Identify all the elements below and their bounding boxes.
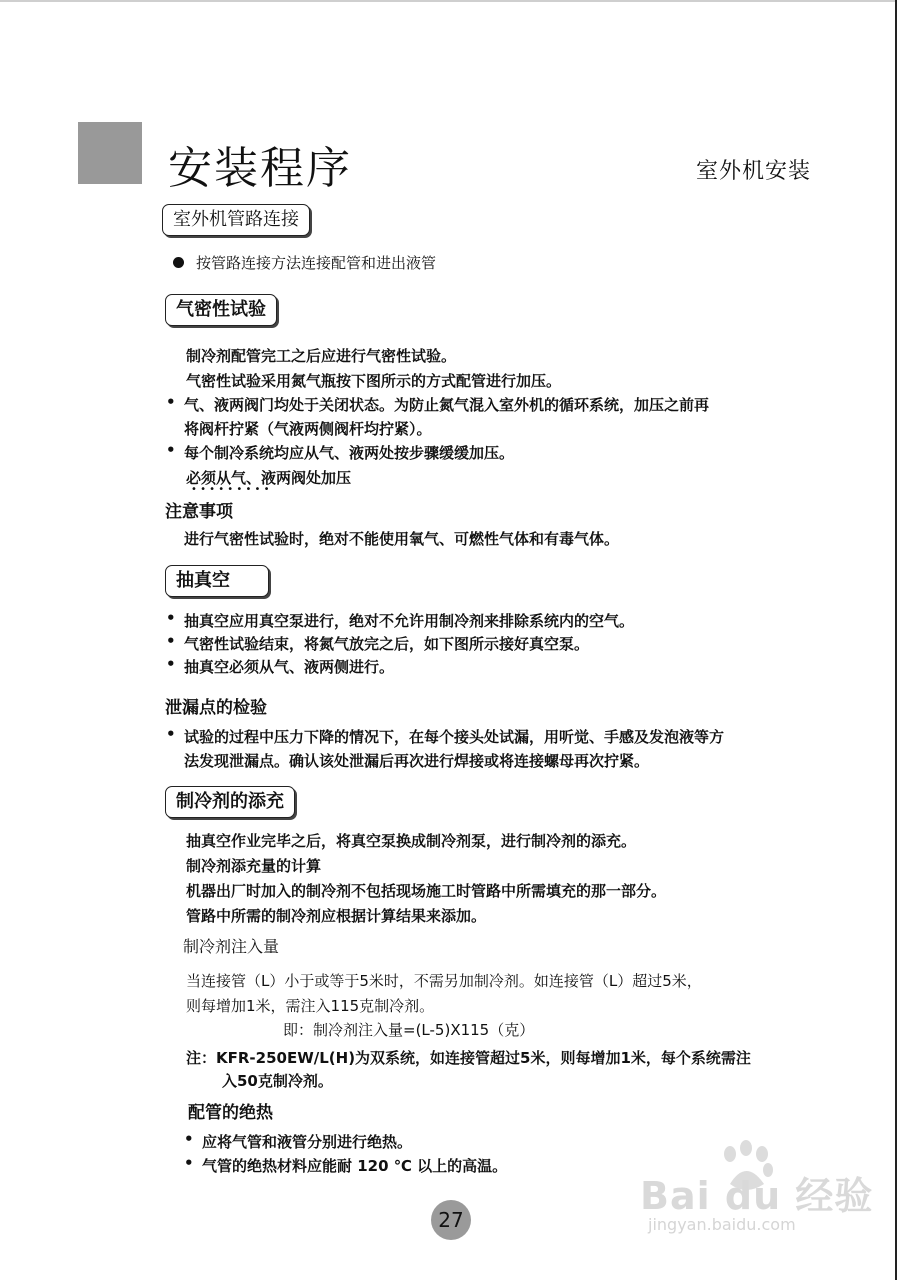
airtight-must: 必须从气、液两阀处加压: [186, 469, 352, 487]
insulation-bullet-2: 气管的绝热材料应能耐 120 ℃ 以上的高温。: [202, 1157, 508, 1175]
leak-heading: 泄漏点的检验: [165, 698, 267, 718]
notes-text: 进行气密性试验时，绝对不能使用氧气、可燃性气体和有毒气体。: [184, 530, 620, 548]
page-number: 27: [431, 1200, 471, 1240]
airtight-bullet-1b: 将阀杆拧紧（气液两侧阀杆均拧紧）。: [184, 420, 432, 438]
bullet-icon: •: [166, 632, 176, 650]
refrigerant-note-2: 入50克制冷剂。: [222, 1072, 333, 1090]
top-border: [0, 0, 895, 2]
right-border: [895, 0, 897, 1280]
header-block: [78, 122, 142, 184]
leak-line-1: 试验的过程中压力下降的情况下，在每个接头处试漏，用听觉、手感及发泡液等方: [184, 728, 725, 746]
airtight-intro-1: 制冷剂配管完工之后应进行气密性试验。: [186, 347, 457, 365]
refrigerant-note-1: 注：KFR-250EW/L(H)为双系统，如连接管超过5米，则每增加1米，每个系统需注: [186, 1049, 751, 1067]
bullet-icon: •: [166, 441, 176, 459]
inject-heading: 制冷剂注入量: [183, 937, 280, 956]
bullet-icon: •: [184, 1130, 194, 1148]
round-bullet-icon: [173, 257, 184, 268]
vacuum-bullet-2: 气密性试验结束，将氮气放完之后，如下图所示接好真空泵。: [184, 635, 590, 653]
section-vacuum: 抽真空: [165, 565, 269, 597]
insulation-heading: 配管的绝热: [188, 1103, 273, 1123]
refrigerant-line-3: 机器出厂时加入的制冷剂不包括现场施工时管路中所需填充的那一部分。: [186, 882, 667, 900]
section-refrigerant: 制冷剂的添充: [165, 786, 295, 818]
vacuum-bullet-1: 抽真空应用真空泵进行，绝对不允许用制冷剂来排除系统内的空气。: [184, 612, 635, 630]
watermark-logo: Bai du 经验: [640, 1174, 874, 1218]
emphasis-dots: • • • • • • • • •: [191, 484, 270, 495]
inject-line-2: 则每增加1米，需注入115克制冷剂。: [186, 997, 435, 1015]
airtight-bullet-1a: 气、液两阀门均处于关闭状态。为防止氮气混入室外机的循环系统，加压之前再: [184, 396, 710, 414]
bullet-icon: •: [166, 725, 176, 743]
bullet-icon: •: [166, 393, 176, 411]
watermark-url: jingyan.baidu.com: [648, 1215, 796, 1234]
airtight-bullet-2: 每个制冷系统均应从气、液两处按步骤缓缓加压。: [184, 444, 515, 462]
bullet-icon: •: [166, 655, 176, 673]
bullet-icon: •: [184, 1154, 194, 1172]
inject-line-1: 当连接管（L）小于或等于5米时，不需另加制冷剂。如连接管（L）超过5米，: [186, 972, 702, 990]
refrigerant-line-1: 抽真空作业完毕之后，将真空泵换成制冷剂泵，进行制冷剂的添充。: [186, 832, 637, 850]
inject-formula: 即：制冷剂注入量=(L-5)X115（克）: [283, 1021, 535, 1039]
notes-heading: 注意事项: [165, 502, 233, 522]
insulation-bullet-1: 应将气管和液管分别进行绝热。: [202, 1133, 413, 1151]
refrigerant-line-2: 制冷剂添充量的计算: [186, 857, 322, 875]
section-airtight: 气密性试验: [165, 294, 277, 326]
section-outdoor-pipe: 室外机管路连接: [162, 204, 310, 236]
page-title: 安装程序: [168, 143, 352, 194]
page-subtitle: 室外机安装: [696, 159, 812, 184]
bullet-icon: •: [166, 609, 176, 627]
leak-line-2: 法发现泄漏点。确认该处泄漏后再次进行焊接或将连接螺母再次拧紧。: [184, 752, 650, 770]
vacuum-bullet-3: 抽真空必须从气、液两侧进行。: [184, 658, 395, 676]
airtight-intro-2: 气密性试验采用氮气瓶按下图所示的方式配管进行加压。: [186, 372, 562, 390]
outdoor-pipe-bullet: 按管路连接方法连接配管和进出液管: [196, 254, 437, 272]
refrigerant-line-4: 管路中所需的制冷剂应根据计算结果来添加。: [186, 907, 487, 925]
